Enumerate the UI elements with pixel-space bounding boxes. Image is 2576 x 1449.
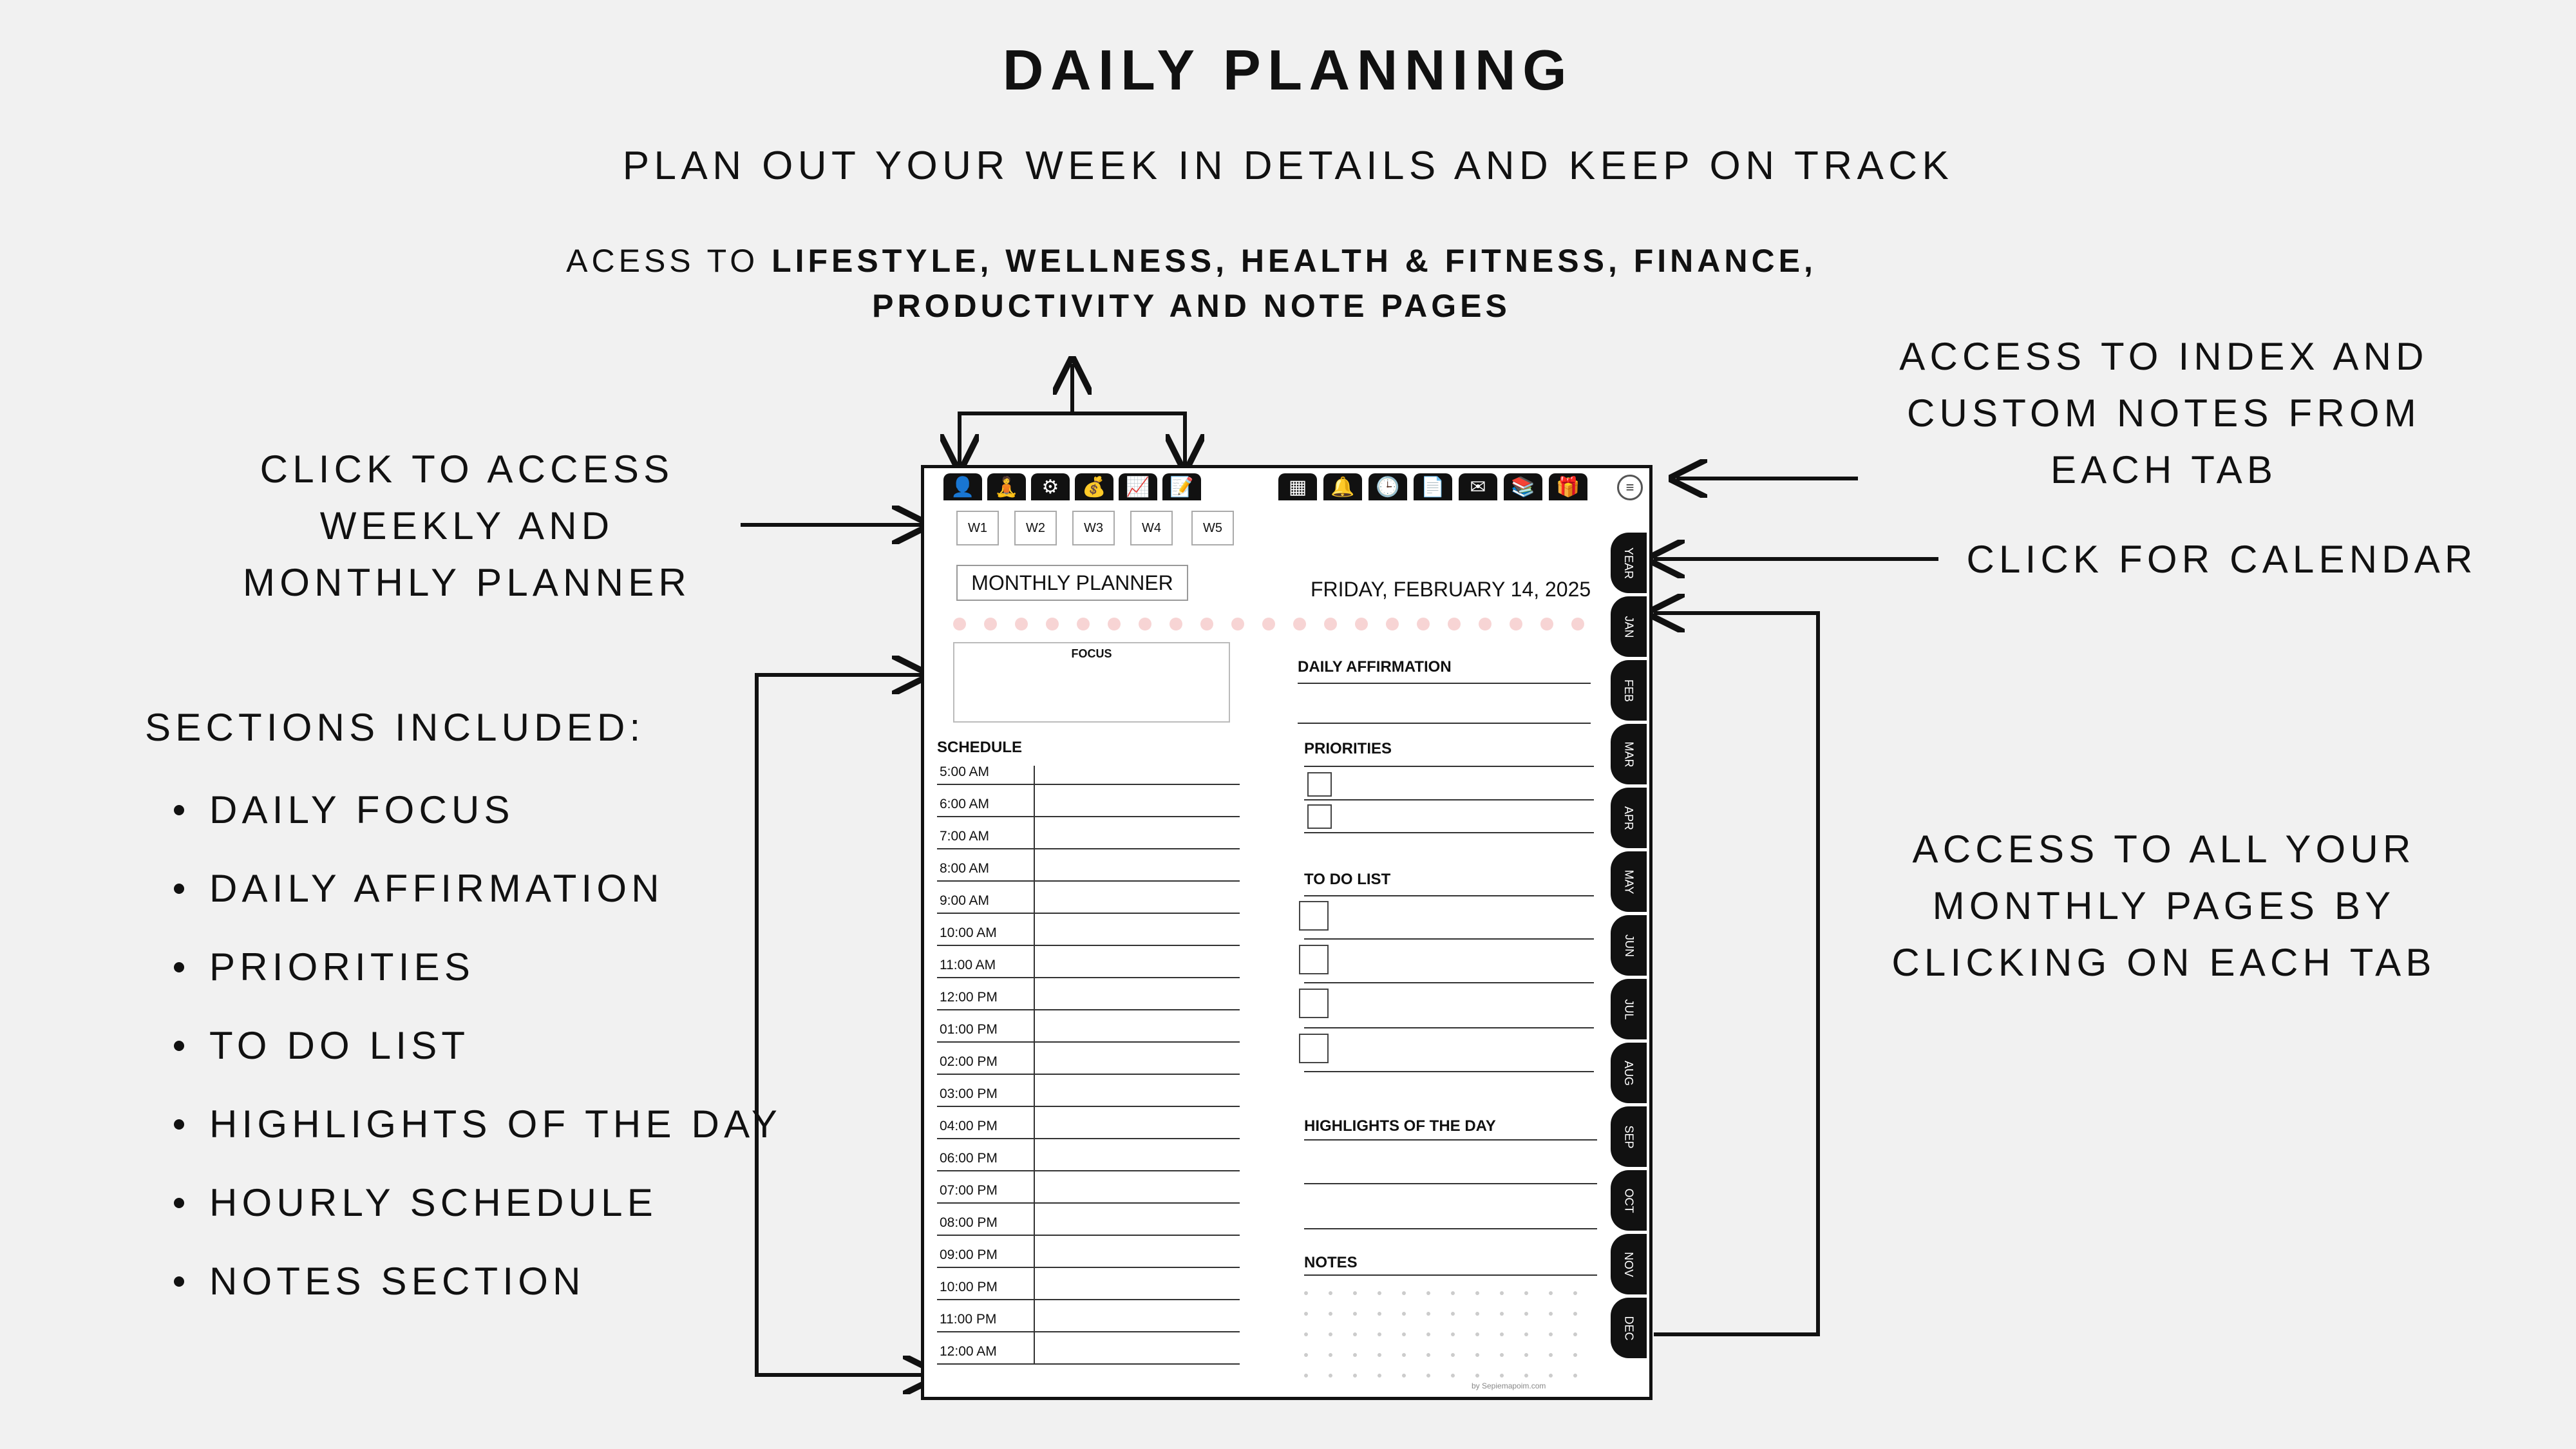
priority-line — [1304, 799, 1594, 800]
todo-line — [1304, 895, 1594, 896]
schedule-time: 11:00 PM — [940, 1312, 997, 1327]
sections-title: SECTIONS INCLUDED: — [145, 706, 645, 749]
productivity-icon[interactable]: 📈 — [1119, 473, 1157, 500]
schedule-row[interactable] — [937, 1202, 1240, 1236]
access-categories-2: PRODUCTIVITY AND NOTE PAGES — [872, 288, 1511, 324]
annotation-line: CLICKING ON EACH TAB — [1891, 941, 2436, 984]
menu-icon[interactable]: ≡ — [1617, 475, 1643, 500]
schedule-row[interactable] — [937, 1009, 1240, 1043]
grid-dot — [1304, 1312, 1308, 1316]
grid-dot — [1475, 1332, 1479, 1336]
schedule-label: SCHEDULE — [937, 739, 1023, 756]
month-tab-apr[interactable] — [1611, 788, 1647, 848]
decor-dot — [1417, 618, 1430, 630]
priority-line — [1304, 832, 1594, 833]
grid-dot — [1329, 1312, 1332, 1316]
todo-checkbox[interactable] — [1299, 1034, 1329, 1063]
grid-dot — [1451, 1312, 1455, 1316]
grid-dot — [1549, 1353, 1553, 1357]
decor-dot — [1448, 618, 1461, 630]
document-icon[interactable]: 📄 — [1414, 473, 1452, 500]
grid-dot — [1353, 1332, 1357, 1336]
grid-dot — [1500, 1332, 1504, 1336]
decor-dot — [1015, 618, 1028, 630]
schedule-time: 12:00 PM — [940, 990, 998, 1005]
decor-dot — [1046, 618, 1059, 630]
date-label: FRIDAY, FEBRUARY 14, 2025 — [1311, 578, 1591, 601]
schedule-time: 6:00 AM — [940, 797, 990, 811]
month-tab-sep[interactable] — [1611, 1106, 1647, 1167]
mail-icon[interactable]: ✉ — [1459, 473, 1497, 500]
annotation-line: CUSTOM NOTES FROM — [1907, 392, 2421, 435]
week-button-3[interactable]: W3 — [1072, 511, 1115, 545]
schedule-time: 11:00 AM — [940, 958, 996, 972]
decor-dot — [1355, 618, 1368, 630]
grid-dot — [1378, 1353, 1381, 1357]
schedule-row[interactable] — [937, 913, 1240, 946]
schedule-time: 04:00 PM — [940, 1119, 998, 1133]
priority-checkbox[interactable] — [1307, 772, 1332, 797]
month-tab-label: NOV — [1622, 1251, 1636, 1277]
gift-icon[interactable]: 🎁 — [1549, 473, 1587, 500]
access-prefix: ACESS TO — [566, 243, 772, 279]
bell-icon[interactable]: 🔔 — [1323, 473, 1362, 500]
schedule-time: 7:00 AM — [940, 829, 990, 844]
grid-dot — [1329, 1291, 1332, 1295]
schedule-row[interactable] — [937, 880, 1240, 914]
todo-label: TO DO LIST — [1304, 871, 1391, 888]
highlights-label: HIGHLIGHTS OF THE DAY — [1304, 1117, 1496, 1135]
grid-dot — [1304, 1353, 1308, 1357]
week-button-4[interactable]: W4 — [1130, 511, 1173, 545]
grid-dot — [1426, 1291, 1430, 1295]
grid-dot — [1451, 1353, 1455, 1357]
grid-dot — [1573, 1312, 1577, 1316]
schedule-row[interactable] — [937, 848, 1240, 882]
section-item: DAILY FOCUS — [209, 781, 782, 859]
decor-dot — [1540, 618, 1553, 630]
annotation-line: WEEKLY AND — [319, 504, 614, 547]
decor-dot — [1324, 618, 1337, 630]
decor-dot — [1077, 618, 1090, 630]
book-icon[interactable]: 📚 — [1504, 473, 1542, 500]
grid-dot — [1475, 1291, 1479, 1295]
notes-label: NOTES — [1304, 1254, 1358, 1271]
grid-dot — [1524, 1312, 1528, 1316]
schedule-time: 12:00 AM — [940, 1344, 997, 1359]
access-categories-1: LIFESTYLE, WELLNESS, HEALTH & FITNESS, FINANCE, — [772, 243, 1817, 279]
grid-dot — [1402, 1332, 1406, 1336]
month-tab-label: APR — [1622, 806, 1636, 830]
month-tab-label: FEB — [1622, 679, 1636, 702]
grid-dot — [1426, 1312, 1430, 1316]
annotation-line: MONTHLY PLANNER — [243, 561, 691, 604]
schedule-row[interactable] — [937, 1299, 1240, 1332]
month-tab-oct[interactable] — [1611, 1170, 1647, 1231]
highlight-line[interactable] — [1304, 1139, 1597, 1141]
annotation-calendar: CLICK FOR CALENDAR — [1966, 538, 2477, 581]
grid-dot — [1524, 1291, 1528, 1295]
month-tab-label: JUL — [1622, 998, 1636, 1020]
grid-dot — [1378, 1332, 1381, 1336]
affirmation-line[interactable] — [1298, 683, 1591, 684]
schedule-row[interactable] — [937, 1074, 1240, 1107]
priority-line — [1304, 766, 1594, 767]
grid-dot — [1353, 1312, 1357, 1316]
schedule-divider — [1034, 766, 1035, 1363]
schedule-time: 10:00 PM — [940, 1280, 998, 1294]
grid-dot — [1378, 1312, 1381, 1316]
meditation-icon[interactable]: 🧘 — [987, 473, 1026, 500]
grid-dot — [1329, 1332, 1332, 1336]
calendar-icon[interactable]: ▦ — [1278, 473, 1317, 500]
schedule-time: 01:00 PM — [940, 1022, 998, 1037]
month-tab-dec[interactable] — [1611, 1298, 1647, 1358]
grid-dot — [1524, 1332, 1528, 1336]
decor-dot — [1571, 618, 1584, 630]
todo-checkbox[interactable] — [1299, 901, 1329, 931]
grid-dot — [1500, 1353, 1504, 1357]
fitness-icon[interactable]: ⚙ — [1031, 473, 1070, 500]
week-button-2[interactable]: W2 — [1014, 511, 1057, 545]
decor-dot — [1231, 618, 1244, 630]
decor-dot — [953, 618, 966, 630]
month-tab-may[interactable] — [1611, 851, 1647, 912]
monthly-planner-button[interactable]: MONTHLY PLANNER — [956, 565, 1188, 601]
section-item: DAILY AFFIRMATION — [209, 859, 782, 938]
month-tab-feb[interactable] — [1611, 660, 1647, 721]
finance-icon[interactable]: 💰 — [1075, 473, 1113, 500]
schedule-time: 08:00 PM — [940, 1215, 998, 1230]
decor-dot — [1139, 618, 1151, 630]
schedule-row[interactable] — [937, 816, 1240, 849]
schedule-time: 8:00 AM — [940, 861, 990, 876]
notes-icon[interactable]: 📝 — [1162, 473, 1201, 500]
grid-dot — [1402, 1353, 1406, 1357]
grid-dot — [1353, 1291, 1357, 1295]
schedule-time: 9:00 AM — [940, 893, 990, 908]
grid-dot — [1451, 1374, 1455, 1378]
schedule-row[interactable] — [937, 752, 1240, 785]
annotation-line: ACCESS TO ALL YOUR — [1912, 828, 2416, 871]
grid-dot — [1500, 1374, 1504, 1378]
priorities-label: PRIORITIES — [1304, 740, 1392, 757]
focus-label: FOCUS — [1071, 647, 1112, 660]
schedule-row[interactable] — [937, 1041, 1240, 1075]
grid-dot — [1475, 1353, 1479, 1357]
decor-dot — [984, 618, 997, 630]
month-tab-label: SEP — [1622, 1124, 1636, 1149]
month-tab-label: MAR — [1622, 741, 1636, 767]
week-button-5[interactable]: W5 — [1191, 511, 1234, 545]
grid-dot — [1500, 1291, 1504, 1295]
page-title: DAILY PLANNING — [1002, 38, 1574, 102]
grid-dot — [1500, 1312, 1504, 1316]
notes-line — [1304, 1274, 1597, 1276]
month-tab-aug[interactable] — [1611, 1043, 1647, 1103]
grid-dot — [1426, 1332, 1430, 1336]
daily-planner-page — [921, 465, 1653, 1400]
schedule-row[interactable] — [937, 1106, 1240, 1139]
schedule-row[interactable] — [937, 945, 1240, 978]
highlight-line[interactable] — [1304, 1228, 1597, 1229]
annotation-line: CLICK TO ACCESS — [260, 448, 674, 491]
footer-note: by Sepiemapoim.com — [1472, 1381, 1546, 1390]
decorative-dots — [953, 618, 1584, 630]
grid-dot — [1304, 1374, 1308, 1378]
annotation-line: MONTHLY PAGES BY — [1932, 884, 2396, 927]
grid-dot — [1573, 1332, 1577, 1336]
grid-dot — [1304, 1332, 1308, 1336]
decor-dot — [1200, 618, 1213, 630]
decor-dot — [1510, 618, 1522, 630]
month-tab-label: JUN — [1622, 934, 1636, 957]
schedule-time: 10:00 AM — [940, 925, 997, 940]
section-item: HIGHLIGHTS OF THE DAY — [209, 1095, 782, 1173]
annotation-line: ACCESS TO INDEX AND — [1899, 335, 2429, 378]
decor-dot — [1293, 618, 1306, 630]
schedule-time: 07:00 PM — [940, 1183, 998, 1198]
grid-dot — [1329, 1353, 1332, 1357]
schedule-time: 09:00 PM — [940, 1247, 998, 1262]
schedule-time: 02:00 PM — [940, 1054, 998, 1069]
decor-dot — [1479, 618, 1492, 630]
decor-dot — [1262, 618, 1275, 630]
month-tab-label: OCT — [1622, 1188, 1636, 1213]
annotation-line: EACH TAB — [2050, 448, 2278, 491]
grid-dot — [1524, 1353, 1528, 1357]
schedule-time: 5:00 AM — [940, 764, 990, 779]
schedule-row[interactable] — [937, 1138, 1240, 1171]
month-tab-label: YEAR — [1622, 547, 1636, 579]
grid-dot — [1549, 1332, 1553, 1336]
grid-dot — [1402, 1312, 1406, 1316]
schedule-row[interactable] — [937, 1331, 1240, 1365]
month-tab-jul[interactable] — [1611, 979, 1647, 1039]
grid-dot — [1426, 1353, 1430, 1357]
person-icon[interactable]: 👤 — [943, 473, 982, 500]
month-tab-jun[interactable] — [1611, 915, 1647, 976]
affirmation-line[interactable] — [1298, 723, 1591, 724]
month-tab-nov[interactable] — [1611, 1234, 1647, 1294]
month-tab-label: MAY — [1622, 869, 1636, 894]
todo-checkbox[interactable] — [1299, 989, 1329, 1018]
schedule-row[interactable] — [937, 784, 1240, 817]
schedule-time: 03:00 PM — [940, 1086, 998, 1101]
week-button-1[interactable]: W1 — [956, 511, 999, 545]
month-tab-jan[interactable] — [1611, 596, 1647, 657]
month-tab-label: DEC — [1622, 1315, 1636, 1341]
grid-dot — [1353, 1374, 1357, 1378]
decor-dot — [1386, 618, 1399, 630]
decor-dot — [1170, 618, 1182, 630]
todo-line — [1304, 1027, 1594, 1028]
todo-line — [1304, 938, 1594, 940]
grid-dot — [1549, 1312, 1553, 1316]
affirmation-label: DAILY AFFIRMATION — [1298, 658, 1452, 676]
schedule-row[interactable] — [937, 1235, 1240, 1268]
schedule-row[interactable] — [937, 1170, 1240, 1204]
decor-dot — [1108, 618, 1121, 630]
month-tab-year[interactable] — [1611, 533, 1647, 593]
todo-line — [1304, 1071, 1594, 1072]
grid-dot — [1475, 1312, 1479, 1316]
section-item: HOURLY SCHEDULE — [209, 1173, 782, 1252]
todo-line — [1304, 982, 1594, 983]
grid-dot — [1329, 1374, 1332, 1378]
section-item: PRIORITIES — [209, 938, 782, 1016]
grid-dot — [1402, 1291, 1406, 1295]
grid-dot — [1304, 1291, 1308, 1295]
clock-icon[interactable]: 🕒 — [1368, 473, 1407, 500]
grid-dot — [1524, 1374, 1528, 1378]
grid-dot — [1549, 1291, 1553, 1295]
month-tab-label: JAN — [1622, 615, 1636, 638]
highlight-line[interactable] — [1304, 1183, 1597, 1184]
grid-dot — [1549, 1374, 1553, 1378]
todo-checkbox[interactable] — [1299, 945, 1329, 974]
grid-dot — [1378, 1291, 1381, 1295]
month-tab-mar[interactable] — [1611, 724, 1647, 784]
grid-dot — [1573, 1374, 1577, 1378]
month-tab-label: AUG — [1622, 1060, 1636, 1086]
grid-dot — [1451, 1332, 1455, 1336]
schedule-time: 06:00 PM — [940, 1151, 998, 1166]
grid-dot — [1378, 1374, 1381, 1378]
section-item: TO DO LIST — [209, 1016, 782, 1095]
section-item: NOTES SECTION — [209, 1252, 782, 1331]
grid-dot — [1573, 1353, 1577, 1357]
grid-dot — [1353, 1353, 1357, 1357]
grid-dot — [1451, 1291, 1455, 1295]
focus-box[interactable] — [953, 642, 1230, 723]
grid-dot — [1573, 1291, 1577, 1295]
grid-dot — [1402, 1374, 1406, 1378]
grid-dot — [1475, 1374, 1479, 1378]
schedule-row[interactable] — [937, 1267, 1240, 1300]
grid-dot — [1426, 1374, 1430, 1378]
priority-checkbox[interactable] — [1307, 804, 1332, 829]
page-subtitle: PLAN OUT YOUR WEEK IN DETAILS AND KEEP ON TRACK — [622, 144, 1954, 188]
schedule-row[interactable] — [937, 977, 1240, 1010]
